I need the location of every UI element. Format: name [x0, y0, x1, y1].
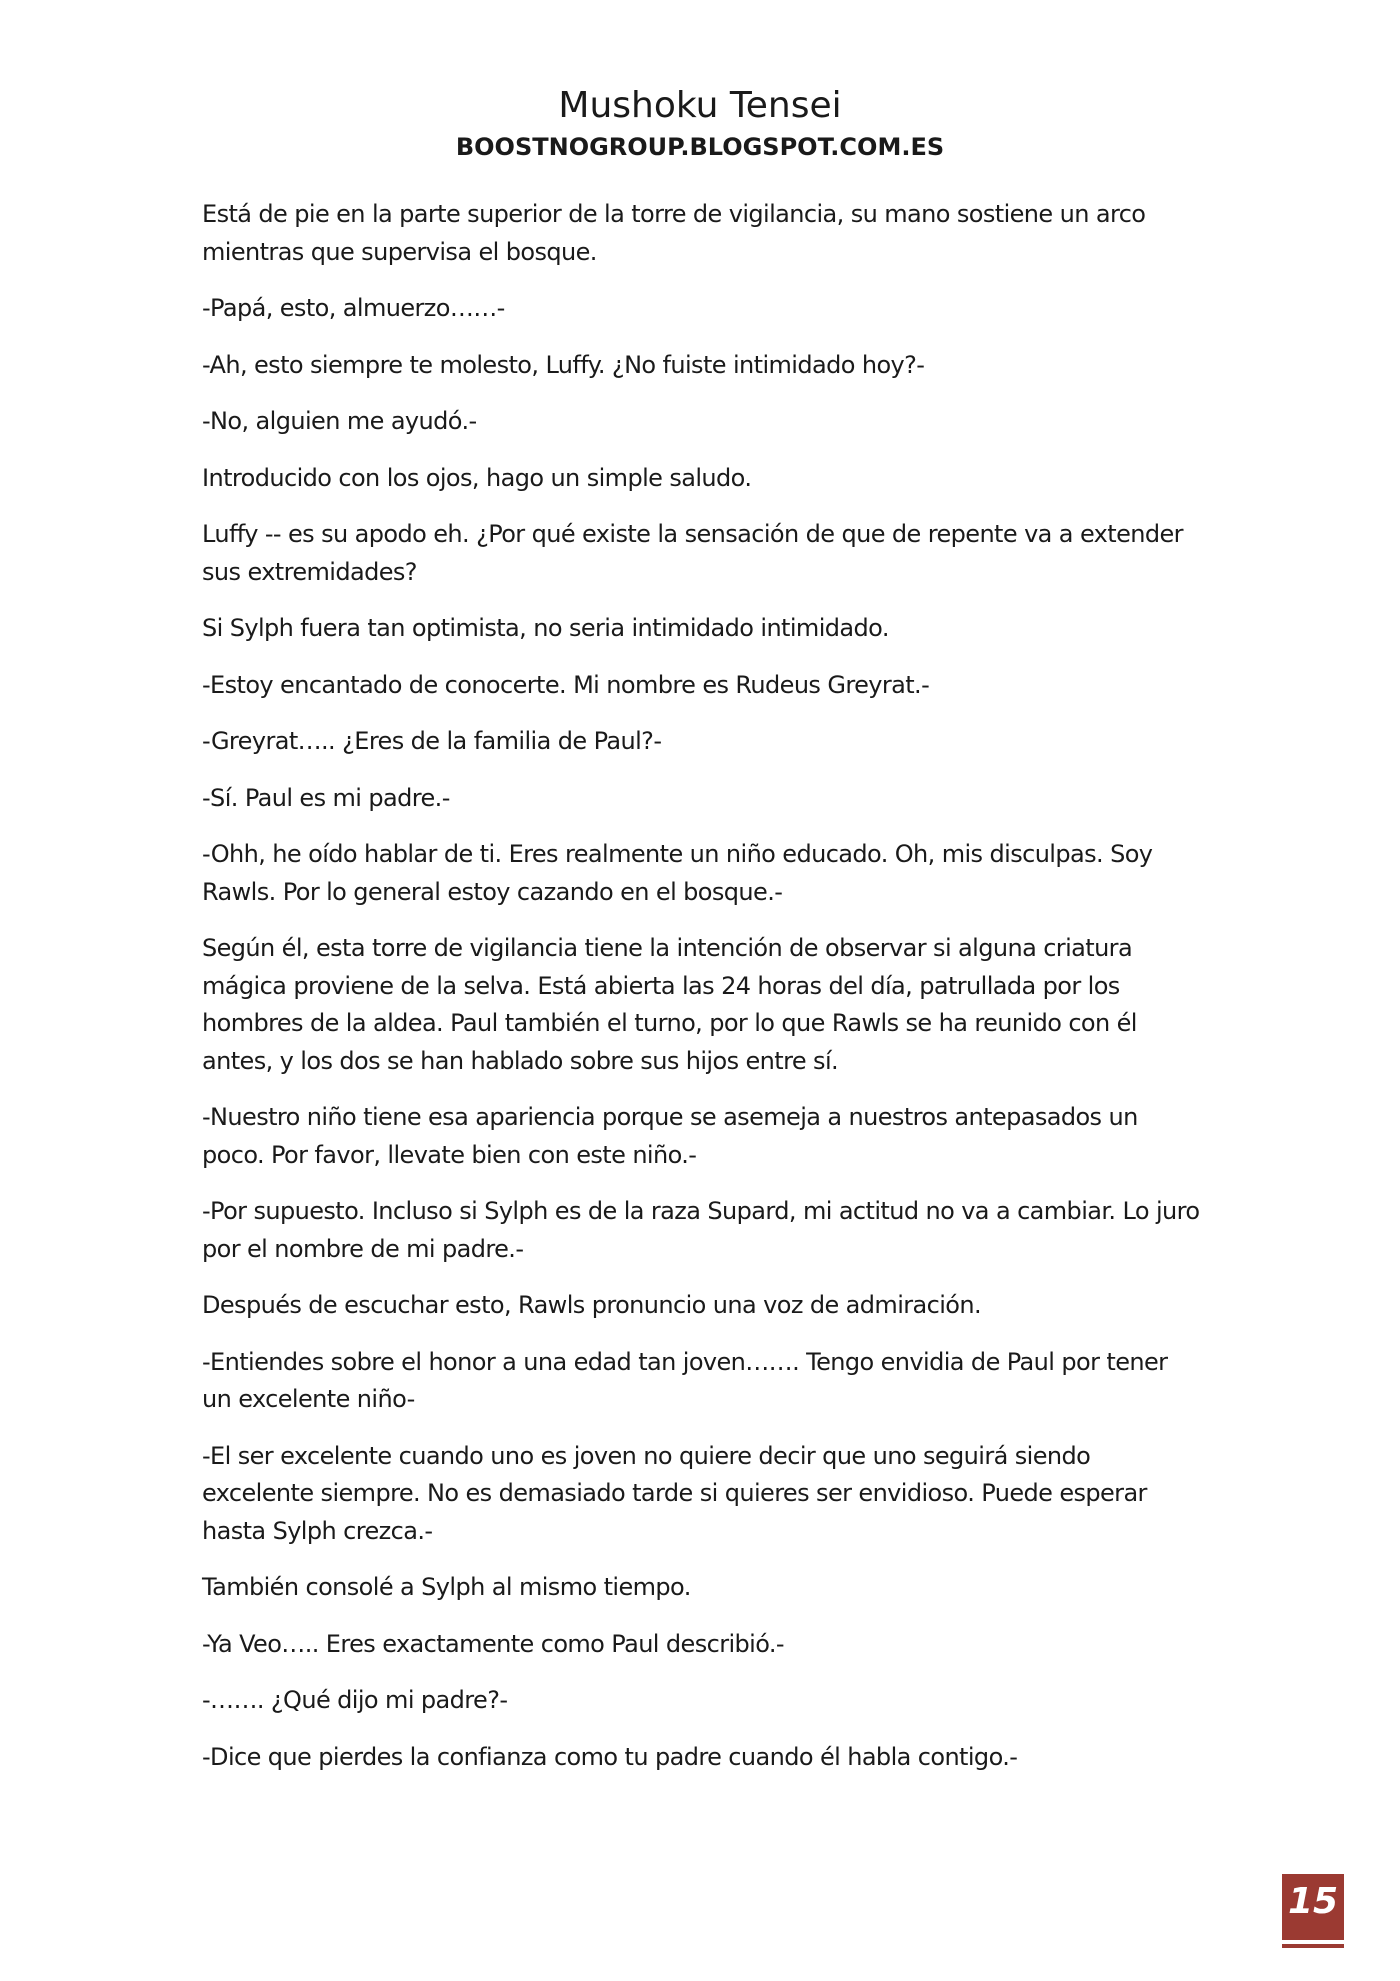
page-number: 15: [1287, 1881, 1339, 1922]
paragraph-9: -Greyrat….. ¿Eres de la familia de Paul?-: [202, 727, 662, 755]
paragraph-17: -El ser excelente cuando uno es joven no quiere decir que uno seguirá siendo excelente siempre. No es demasiado tarde si quieres ser envidioso. Puede esperar hasta Sylph crezca.-: [202, 1441, 1147, 1545]
paragraph-11: -Ohh, he oído hablar de ti. Eres realmente un niño educado. Oh, mis disculpas. Soy Rawls. Por lo general estoy cazando en el bosque.-: [202, 840, 1153, 906]
paragraph-6: Luffy -- es su apodo eh. ¿Por qué existe la sensación de que de repente va a extender sus extremidades?: [202, 520, 1183, 586]
paragraph-13: -Nuestro niño tiene esa apariencia porque se asemeja a nuestros antepasados un poco. Por favor, llevate bien con este niño.-: [202, 1103, 1138, 1169]
paragraph-5: Introducido con los ojos, hago un simple saludo.: [202, 463, 752, 492]
paragraph-14: -Por supuesto. Incluso si Sylph es de la raza Supard, mi actitud no va a cambiar. Lo juro por el nombre de mi padre.-: [202, 1197, 1200, 1263]
paragraph-4: -No, alguien me ayudó.-: [202, 407, 477, 435]
paragraph-20: -……. ¿Qué dijo mi padre?-: [202, 1686, 508, 1714]
paragraph-1: Está de pie en la parte superior de la torre de vigilancia, su mano sostiene un arco mientras que supervisa el bosque.: [202, 200, 1146, 266]
paragraph-12: Según él, esta torre de vigilancia tiene la intención de observar si alguna criatura mágica proviene de la selva. Está abierta las 24 horas del día, patrullada por los hombres de la aldea. Paul también el turno, por lo que Rawls se ha reunido con él antes, y los dos se han hablado sobre sus hijos entre sí.: [202, 934, 1137, 1075]
book-title: Mushoku Tensei: [558, 85, 842, 126]
paragraph-2: -Papá, esto, almuerzo……-: [202, 294, 505, 322]
paragraph-8: -Estoy encantado de conocerte. Mi nombre es Rudeus Greyrat.-: [202, 670, 930, 699]
page-body: [202, 196, 1202, 1795]
paragraph-16: -Entiendes sobre el honor a una edad tan joven……. Tengo envidia de Paul por tener un excelente niño-: [202, 1347, 1168, 1413]
paragraph-3: -Ah, esto siempre te molesto, Luffy. ¿No fuiste intimidado hoy?-: [202, 350, 925, 379]
page-header: [0, 84, 1400, 164]
paragraph-19: -Ya Veo….. Eres exactamente como Paul describió.-: [202, 1629, 784, 1658]
paragraph-18: También consolé a Sylph al mismo tiempo.: [202, 1573, 691, 1601]
site-url: BOOSTNOGROUP.BLOGSPOT.COM.ES: [455, 133, 945, 161]
page-number-underline: [1282, 1944, 1344, 1948]
paragraph-15: Después de escuchar esto, Rawls pronuncio una voz de admiración.: [202, 1291, 982, 1319]
page-number-badge: [1282, 1874, 1344, 1940]
paragraph-10: -Sí. Paul es mi padre.-: [202, 783, 450, 812]
paragraph-7: Si Sylph fuera tan optimista, no seria intimidado intimidado.: [202, 614, 889, 642]
paragraph-21: -Dice que pierdes la confianza como tu padre cuando él habla contigo.-: [202, 1742, 1018, 1771]
